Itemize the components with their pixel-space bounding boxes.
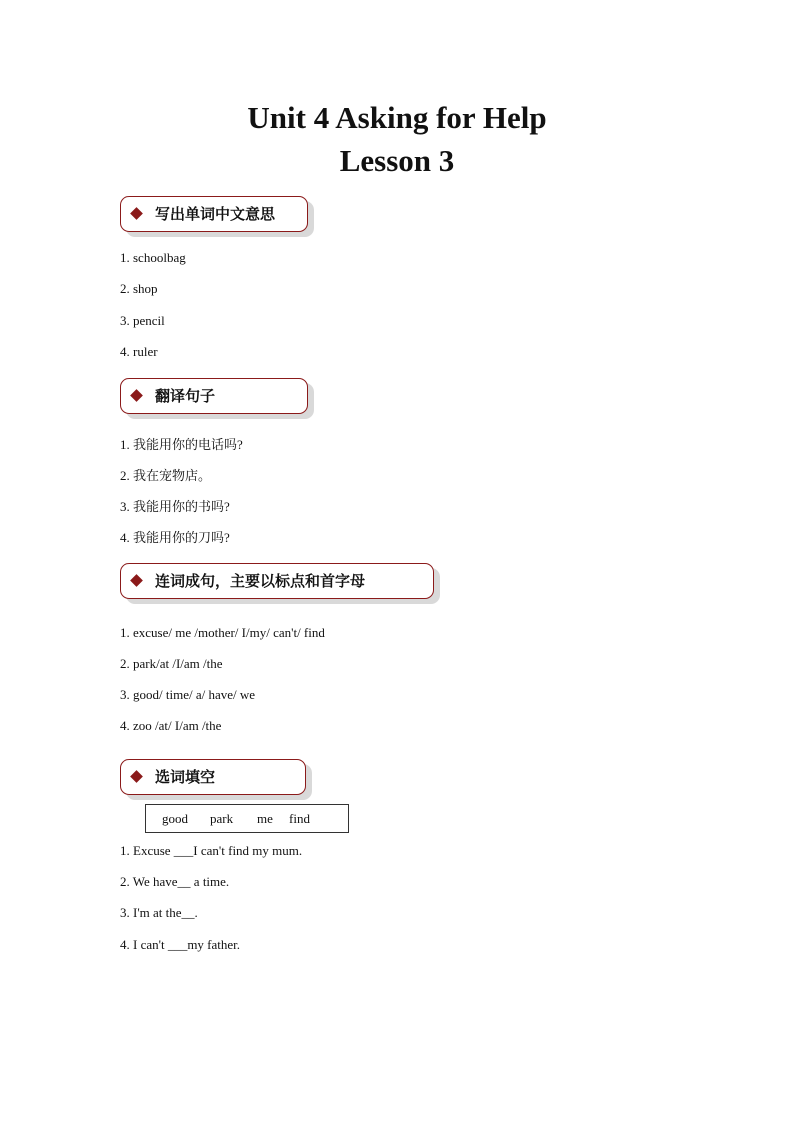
section-3-item: 2. park/at /I/am /the xyxy=(120,656,223,671)
unit-title: Unit 4 Asking for Help xyxy=(247,100,547,135)
word-bank-box xyxy=(145,804,349,833)
section-3-item: 4. zoo /at/ I/am /the xyxy=(120,718,222,733)
section-4-item: 3. I'm at the__. xyxy=(120,905,198,920)
section-2-item: 2. 我在宠物店。 xyxy=(120,468,212,483)
word-bank-word: park xyxy=(210,811,234,826)
diamond-bullet-icon xyxy=(130,574,143,587)
section-4-banner xyxy=(120,759,306,795)
lesson-title: Lesson 3 xyxy=(339,143,455,178)
section-2-item: 1. 我能用你的电话吗? xyxy=(120,437,243,452)
section-3-item: 3. good/ time/ a/ have/ we xyxy=(120,687,256,702)
section-1-heading: 写出单词中文意思 xyxy=(155,205,276,223)
section-1-item: 3. pencil xyxy=(120,313,165,328)
section-3-heading: 连词成句，主要以标点和首字母 xyxy=(155,572,366,590)
section-2-banner xyxy=(120,378,308,414)
section-4-item: 1. Excuse ___I can't find my mum. xyxy=(120,843,303,858)
section-4-item: 2. We have__ a time. xyxy=(120,874,230,889)
word-bank-word: me xyxy=(257,811,273,826)
section-1-item: 4. ruler xyxy=(120,344,158,359)
section-1-item: 1. schoolbag xyxy=(120,250,186,265)
section-1-banner xyxy=(120,196,308,232)
section-3-banner xyxy=(120,563,434,599)
section-2-heading: 翻译句子 xyxy=(155,387,216,405)
diamond-bullet-icon xyxy=(130,207,143,220)
word-bank-word: find xyxy=(289,811,310,826)
diamond-bullet-icon xyxy=(130,770,143,783)
section-3-item: 1. excuse/ me /mother/ I/my/ can't/ find xyxy=(120,625,325,640)
section-4-heading: 选词填空 xyxy=(155,768,216,786)
section-2-item: 4. 我能用你的刀吗? xyxy=(120,530,230,545)
diamond-bullet-icon xyxy=(130,389,143,402)
section-1-item: 2. shop xyxy=(120,281,158,296)
section-4-item: 4. I can't ___my father. xyxy=(120,937,241,952)
word-bank-word: good xyxy=(162,811,188,826)
section-2-item: 3. 我能用你的书吗? xyxy=(120,499,230,514)
